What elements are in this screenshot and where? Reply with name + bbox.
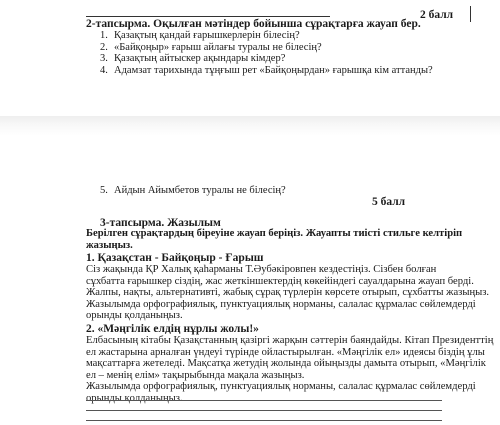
topic2-text: Елбасының кітабы Қазақстанның қазіргі жарқын сәттерін баяндайды. Кітап Президенттің ел жастарына арналған үндеуі түрінде ойластырылған. «Мәңгілік ел» идеясы біздің ұлы мақсаттарға жетеледі. Мақсатқа жетудің жолында ойыңызды дамыта отырып, «Мәңгілік ел – менің елім» тақырыбында мақала жазыңыз. Жазылымда орфографиялық, пунктуациялық норманы, салалас құрмалас сөйлемдерді орынды қолданыңыз. xyxy=(86,335,494,404)
answer-line xyxy=(86,420,442,421)
question-item: 2. «Байқоңыр» ғарыш айлағы туралы не білесің? xyxy=(100,41,322,53)
task2-question-list xyxy=(100,30,433,76)
answer-line xyxy=(86,16,330,17)
answer-line xyxy=(86,400,442,401)
task3-instruction: Берілген сұрақтардың біреуіне жауап беріңіз. Жауапты тиісті стильге келтіріп жазыңыз. xyxy=(86,228,463,251)
margin-line xyxy=(470,6,471,22)
topic1-text: Сіз жақында ҚР Халық қаһарманы Т.Әубәкіровпен кездестіңіз. Сізбен болған сұхбатта ғарышкер сіздің, жас жеткіншектердің көкейіндегі сауалдарына жауап берді. Жалпы, нақты, альтернативті, жабық сұрақ түрлерін көрсете отырып, сұхбатты жазыңыз. Жазылымда орфографиялық, пунктуациялық норманы, салалас құрмалас сөйлемдерді орынды қолданыңыз. xyxy=(86,264,490,322)
topic1-heading: 1. Қазақстан - Байқоңыр - Ғарыш xyxy=(86,252,264,264)
topic2-heading: 2. «Мәңгілік елдің нұрлы жолы!» xyxy=(86,323,259,335)
task2-points: 2 балл xyxy=(420,9,454,21)
answer-line xyxy=(86,410,442,411)
question-item: 5. Айдын Айымбетов туралы не білесің? xyxy=(100,185,286,196)
question-item: 1. Қазақтың қандай ғарышкерлерін білесің? xyxy=(100,30,300,41)
worksheet-page-top xyxy=(0,0,500,116)
task3-title: 3-тапсырма. Жазылым xyxy=(100,217,221,229)
task3-points: 5 балл xyxy=(372,196,406,208)
question-item: 3. Қазақтың айтыскер ақындары кімдер? xyxy=(100,53,286,65)
page-separator xyxy=(0,116,500,136)
question-item: 4. Адамзат тарихында тұңғыш рет «Байқоңырдан» ғарышқа кім аттанды? xyxy=(100,64,433,76)
task2-title: 2-тапсырма. Оқылған мәтіндер бойынша сұрақтарға жауап бер. xyxy=(86,18,421,30)
